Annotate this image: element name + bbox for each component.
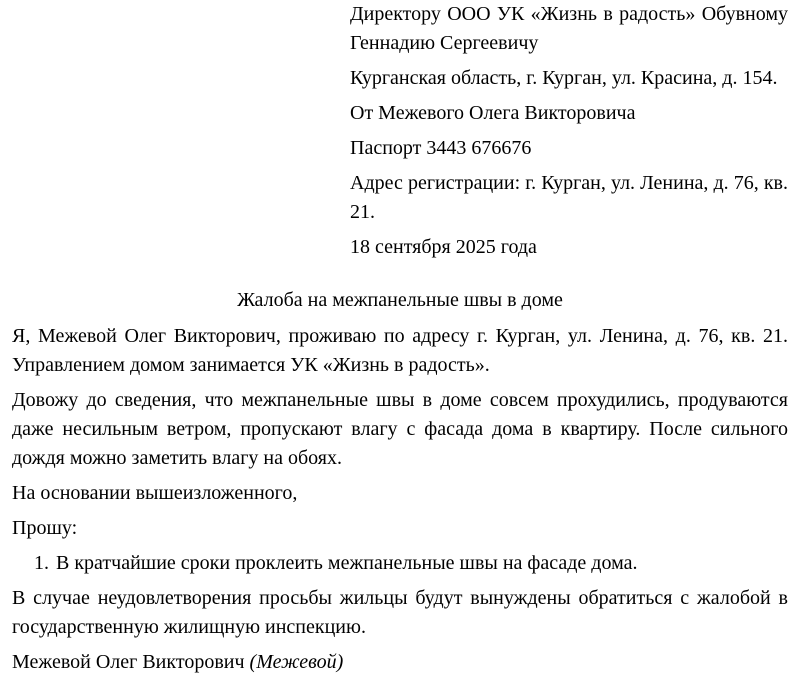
problem-paragraph: Довожу до сведения, что межпанельные швы в доме совсем прохудились, продуваются даже несильным ветром, пропускают влагу с фасада дома в квартиру. После сильного дождя можно заметить влагу на обоях.	[12, 389, 788, 469]
signature-line	[12, 648, 788, 677]
list-item-text: В кратчайшие сроки проклеить межпанельные швы на фасаде дома.	[56, 552, 638, 574]
request-heading: Прошу:	[12, 517, 78, 539]
list-item-number: 1.	[34, 552, 49, 574]
sender-name: От Межевого Олега Викторовича	[350, 102, 636, 124]
document-title: Жалоба на межпанельные швы в доме	[237, 289, 563, 311]
document-body	[12, 322, 788, 683]
request-list	[12, 549, 788, 578]
signature-name: Межевой Олег Викторович	[12, 651, 245, 673]
basis-paragraph: На основании вышеизложенного,	[12, 482, 298, 504]
document-date: 18 сентября 2025 года	[350, 236, 537, 258]
addressee-address: Курганская область, г. Курган, ул. Красина, д. 154.	[350, 67, 778, 89]
sender-passport: Паспорт 3443 676676	[350, 137, 532, 159]
document-page	[12, 0, 788, 673]
warning-paragraph: В случае неудовлетворения просьбы жильцы будут вынуждены обратиться с жалобой в государственную жилищную инспекцию.	[12, 587, 788, 638]
list-item	[34, 549, 788, 578]
addressee: Директору ООО УК «Жизнь в радость» Обувному Геннадию Сергеевичу	[350, 3, 788, 54]
intro-paragraph: Я, Межевой Олег Викторович, проживаю по адресу г. Курган, ул. Ленина, д. 76, кв. 21. Управлением домом занимается УК «Жизнь в радость».	[12, 325, 788, 376]
document-header	[350, 0, 788, 268]
sender-registration-address: Адрес регистрации: г. Курган, ул. Ленина, д. 76, кв. 21.	[350, 172, 788, 223]
signature-mark: (Межевой)	[249, 651, 344, 673]
